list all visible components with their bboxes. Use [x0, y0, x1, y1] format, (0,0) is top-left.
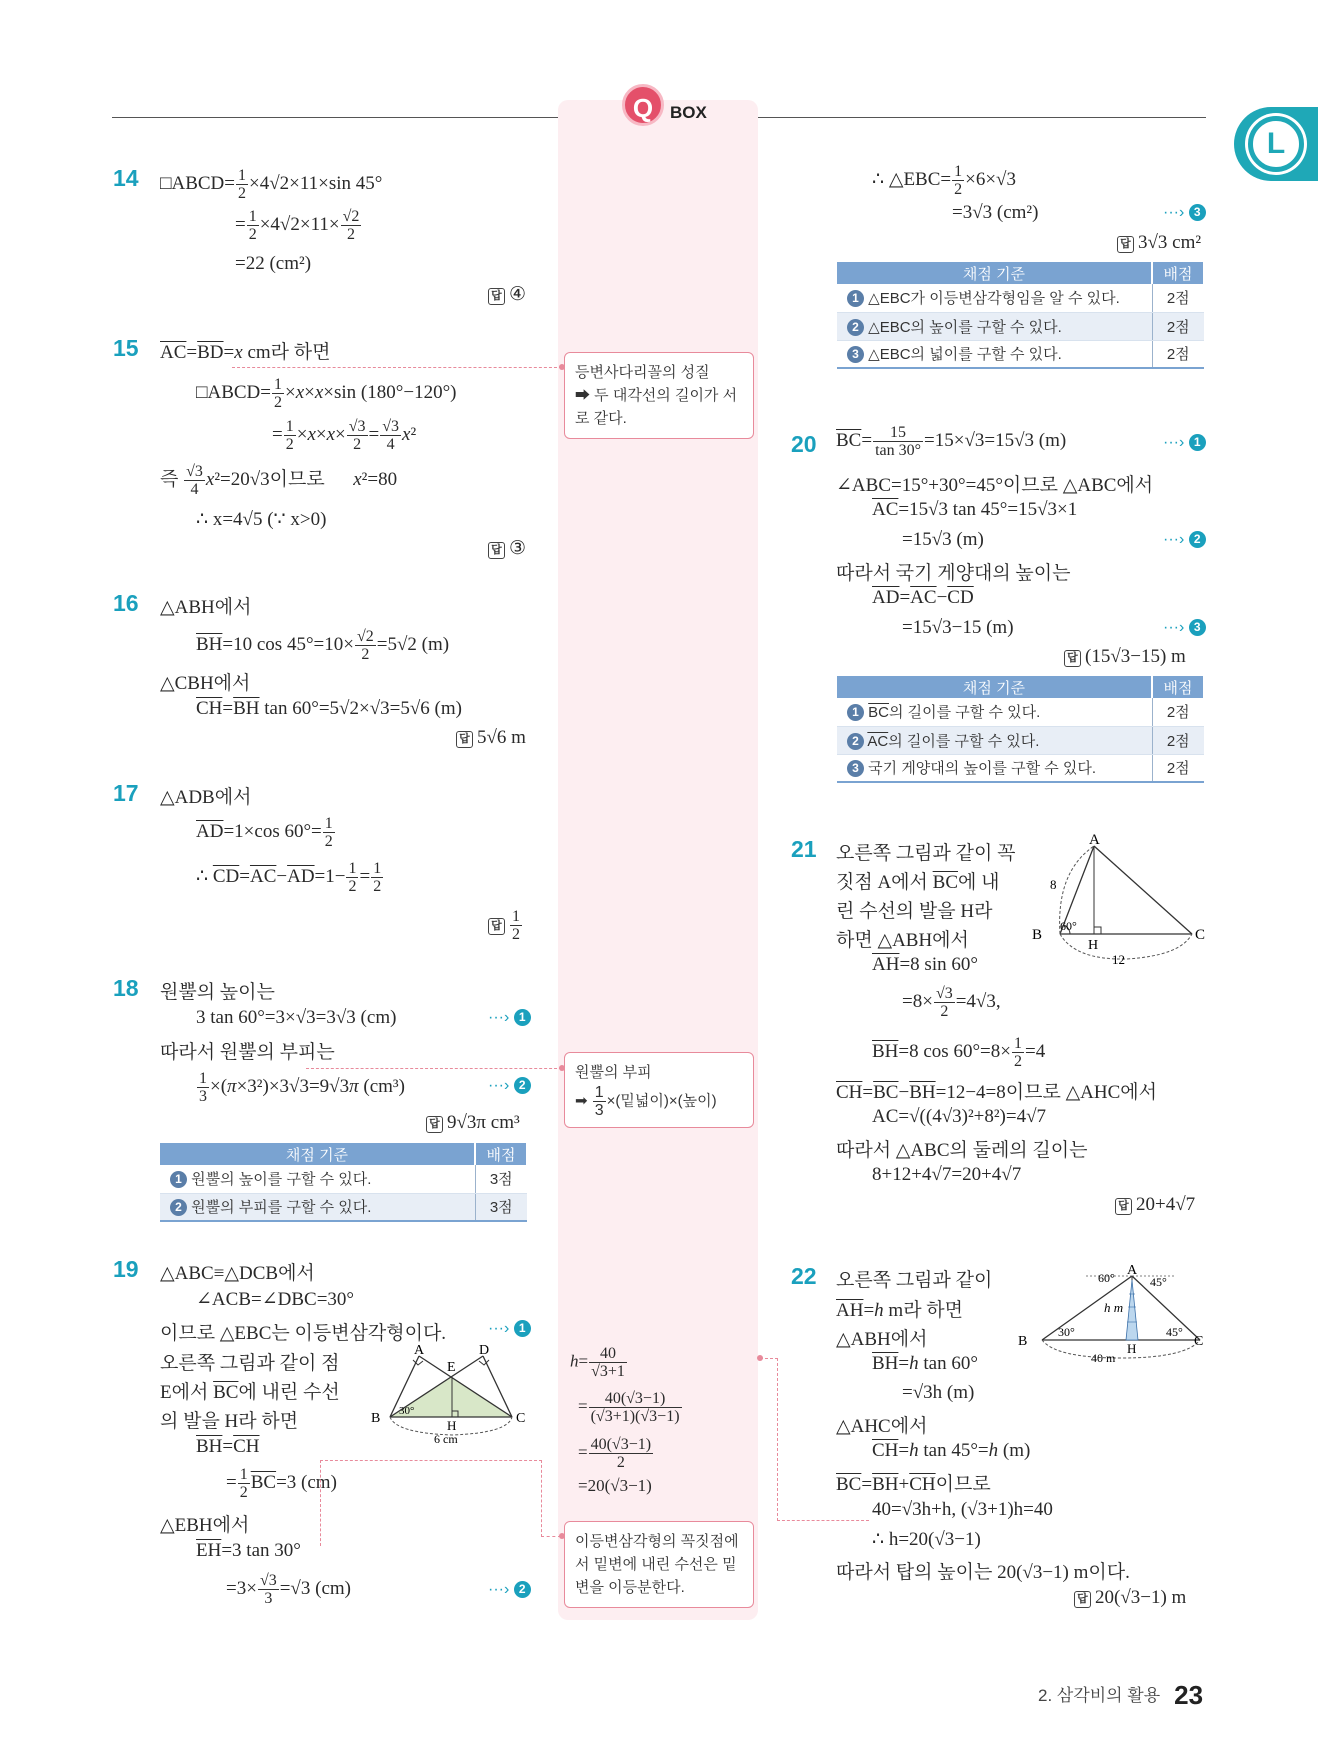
p17-line-2: $\overline{AD}=1\times\cos$ 60°= $\frac{1}{2}$ — [196, 815, 333, 850]
p19-line-7: $\overline{BH}=\overline{CH}$ — [196, 1436, 260, 1457]
p18-step-2: ···› 2 — [488, 1077, 531, 1095]
note3-leader-h1 — [320, 1460, 542, 1461]
p19-line-2: ∠ACB=∠DBC=30° — [196, 1289, 355, 1310]
p16-line-1: △ABH에서 — [160, 597, 252, 618]
answer-icon: 답 — [488, 918, 505, 935]
qbox-calc-2: = $\frac{40(√3-1)}{(√3+1)(√3-1)}$ — [578, 1390, 680, 1425]
p19-line-9: △EBH에서 — [160, 1515, 250, 1536]
p19-line-8: = $\frac{1}{2}$ $\overline{BC}=3$ (cm) — [226, 1466, 337, 1501]
p18-line-2: 3 tan 60°=3×√3=3√3 (cm) — [196, 1007, 397, 1028]
p19-answer: 답 3√3 cm² — [1117, 232, 1201, 254]
tower-icon — [1126, 1280, 1138, 1340]
problem-number-18: 18 — [113, 975, 139, 1001]
p22-fig-angle-45-bottom: 45° — [1166, 1325, 1183, 1339]
table-cell-criteria: 1 원뿔의 높이를 구할 수 있다. — [160, 1165, 475, 1193]
p19-fig-length: 6 cm — [434, 1432, 458, 1445]
answer-icon: 답 — [1074, 1591, 1091, 1608]
problem-number-16: 16 — [113, 590, 139, 616]
p16-line-3: △CBH에서 — [160, 673, 251, 694]
p22-fig-label-C: C — [1194, 1334, 1204, 1349]
p20-line-4: =15√3 (m) — [902, 529, 984, 550]
p21-line-10: 따라서 △ABC의 둘레의 길이는 — [836, 1140, 1088, 1161]
note-isosceles-property: 이등변삼각형의 꼭짓점에서 밑변에 내린 수선은 밑변을 이등분한다. — [564, 1521, 754, 1608]
note1-body: ➡ 두 대각선의 길이가 서로 같다. — [575, 387, 738, 427]
p22-line-2: $\overline{AH}=h$ m라 하면 — [836, 1300, 964, 1321]
p20-line-2: ∠ABC=15°+30°=45°이므로 △ABC에서 — [836, 475, 1154, 496]
p22-figure — [1016, 1262, 1210, 1362]
table-cell-points: 3점 — [475, 1165, 527, 1193]
p22-line-3: △ABH에서 — [836, 1329, 928, 1350]
table-head-points: 배점 — [475, 1143, 527, 1165]
p21-line-5: $\overline{AH}=8$ sin 60° — [872, 954, 978, 975]
p21-answer: 답 20+4√7 — [1115, 1194, 1195, 1216]
problem-number-21: 21 — [791, 836, 817, 862]
p19-fig-label-H: H — [447, 1418, 457, 1433]
p22-fig-angle-45-top: 45° — [1150, 1275, 1167, 1289]
p17-answer: 답 $\frac{1}{2}$ — [488, 908, 523, 943]
p19-cont-2: =3√3 (cm²) — [952, 202, 1039, 223]
note-cone-volume — [564, 1052, 754, 1128]
qbox-label: BOX — [670, 103, 707, 122]
qbox-calc-1: h= $\frac{40}{√3+1}$ — [570, 1345, 625, 1380]
p22-line-6: △AHC에서 — [836, 1416, 928, 1437]
p22-line-9: 40=√3h+h, (√3+1)h=40 — [872, 1499, 1053, 1520]
note1-title: 등변사다리꼴의 성질 — [575, 364, 710, 381]
p17-line-3: ∴ $\overline{CD}=\overline{AC}-\overline{AD}=1-$ $\frac{1}{2}$ = $\frac{1}{2}$ — [196, 860, 382, 895]
p21-fig-label-H: H — [1088, 938, 1099, 953]
p21-line-8: $\overline{CH}=\overline{BC}-\overline{BH}=12-4=8$이므로 △AHC에서 — [836, 1082, 1158, 1103]
chapter-tab — [1234, 107, 1318, 181]
header-rule-left — [112, 117, 558, 118]
p15-line-4: 즉 $\frac{√3}{4}$ x²=20√3이므로 x²=80 — [160, 463, 398, 498]
qbox-calc-4: =20(√3−1) — [578, 1476, 652, 1495]
p22-fig-label-A: A — [1127, 1263, 1138, 1278]
p17-line-1: △ADB에서 — [160, 787, 252, 808]
p19-fig-label-C: C — [516, 1411, 526, 1426]
answer-icon: 답 — [426, 1116, 443, 1133]
p18-line-4: $\frac{1}{3}$ ×(π×3²)×3√3=9√3π (cm³) — [199, 1070, 405, 1105]
table-cell-points: 2점 — [1152, 726, 1204, 754]
table-cell-criteria: 2 원뿔의 부피를 구할 수 있다. — [160, 1193, 475, 1221]
p19-figure — [366, 1345, 526, 1445]
p22-line-7: $\overline{CH}=h$ tan 45°=h (m) — [872, 1440, 1031, 1461]
p22-line-1: 오른쪽 그림과 같이 — [836, 1270, 993, 1291]
p19-line-3: 이므로 △EBC는 이등변삼각형이다. — [160, 1323, 447, 1344]
p18-line-1: 원뿔의 높이는 — [160, 982, 275, 1003]
answer-icon: 답 — [1115, 1198, 1132, 1215]
p21-line-6: =8× $\frac{√3}{2}$ =4√3, — [902, 985, 1001, 1020]
p22-fig-label-H: H — [1127, 1341, 1137, 1356]
p19-fig-label-E: E — [447, 1360, 456, 1375]
p14-answer: 답 ④ — [488, 283, 526, 306]
p15-answer: 답 ③ — [488, 537, 526, 560]
table-cell-points: 2점 — [1152, 698, 1204, 726]
p22-fig-h: h m — [1104, 1300, 1124, 1315]
table-cell-points: 2점 — [1152, 284, 1204, 312]
p22-fig-length: 40 m — [1091, 1351, 1116, 1362]
table-head-criteria: 채점 기준 — [160, 1143, 475, 1165]
p21-line-11: 8+12+4√7=20+4√7 — [872, 1164, 1022, 1185]
answer-icon: 답 — [1064, 650, 1081, 667]
qbox-calc-leader-h2 — [777, 1520, 869, 1521]
p19-fig-angle: 30° — [399, 1405, 415, 1417]
note-trapezoid-property — [564, 352, 754, 439]
p21-fig-angle: 60° — [1060, 919, 1077, 933]
p19-fig-label-D: D — [479, 1345, 490, 1358]
p22-answer: 답 20(√3−1) m — [1074, 1587, 1186, 1609]
p19-fig-label-A: A — [414, 1345, 425, 1358]
p21-figure-drawing — [1030, 832, 1210, 967]
table-cell-points: 2점 — [1152, 340, 1204, 368]
note2-leader — [306, 1068, 562, 1069]
problem-number-22: 22 — [791, 1263, 817, 1289]
p15-line-1: $\overline{AC}=\overline{BD}=x$ cm라 하면 — [160, 342, 331, 363]
qbox-calc-leader-h — [760, 1358, 778, 1359]
p20-line-6: $\overline{AD}=\overline{AC}-\overline{CD}$ — [872, 587, 974, 608]
p20-step-3: ···› 3 — [1163, 619, 1206, 637]
p22-line-11: 따라서 탑의 높이는 20(√3−1) m이다. — [836, 1562, 1130, 1583]
p20-step-1: ···› 1 — [1163, 434, 1206, 452]
p20-step-2: ···› 2 — [1163, 531, 1206, 549]
table-cell-points: 2점 — [1152, 754, 1204, 782]
page-number: 23 — [1174, 1680, 1204, 1710]
p21-fig-label-B: B — [1032, 927, 1043, 943]
table-cell-points: 3점 — [475, 1193, 527, 1221]
p20-line-7: =15√3−15 (m) — [902, 617, 1014, 638]
p20-grading-table — [837, 676, 1205, 783]
p19-fig-label-B: B — [371, 1411, 381, 1426]
p22-fig-angle-60: 60° — [1098, 1271, 1115, 1285]
table-cell-points: 2점 — [1152, 312, 1204, 340]
p20-answer: 답 (15√3−15) m — [1064, 646, 1186, 668]
note1-leader — [232, 367, 562, 368]
chapter-tab-letter: L — [1248, 116, 1304, 172]
p21-fig-label-A: A — [1089, 832, 1100, 848]
qbox-calc-leader-v — [777, 1358, 778, 1521]
problem-number-17: 17 — [113, 780, 139, 806]
problem-number-15: 15 — [113, 335, 139, 361]
p19-line-6: 의 발을 H라 하면 — [160, 1411, 299, 1432]
p18-step-1: ···› 1 — [488, 1009, 531, 1027]
problem-number-14: 14 — [113, 165, 139, 191]
note2-body: ➡ $\frac{1}{3}$ ×(밑넓이)×(높이) — [575, 1084, 717, 1119]
p15-line-5: ∴ x=4√5 (∵ x>0) — [196, 509, 327, 530]
p20-line-3: $\overline{AC}=15√3$ tan 45°=15√3×1 — [872, 499, 1078, 520]
table-cell-criteria: 1 △EBC가 이등변삼각형임을 알 수 있다. — [837, 284, 1152, 312]
p19-cont-1: ∴ △EBC= $\frac{1}{2}$ ×6×√3 — [872, 163, 1016, 198]
p18-grading-table — [160, 1143, 528, 1222]
problem-number-19: 19 — [113, 1256, 139, 1282]
p18-line-3: 따라서 원뿔의 부피는 — [160, 1042, 335, 1063]
table-head-points: 배점 — [1152, 262, 1204, 284]
p15-line-3: = $\frac{1}{2}$ ×x×x× $\frac{√3}{2}$ = $\frac{√3}{4}$ x² — [272, 418, 417, 453]
p14-line-1: □ABCD= $\frac{1}{2}$ ×4√2×11×sin 45° — [160, 167, 383, 202]
p19-line-1: △ABC≡△DCB에서 — [160, 1263, 315, 1284]
note3-leader-v2 — [541, 1460, 542, 1537]
table-head-criteria: 채점 기준 — [837, 262, 1152, 284]
p20-line-1: $\overline{BC}=$ $\frac{15}{\tan 30^\circ}$ =15×√3=15√3 (m) — [836, 424, 1067, 459]
p16-line-4: $\overline{CH}=\overline{BH}$ tan 60°=5√2×√3=5√6 (m) — [196, 698, 462, 719]
p19-step-1: ···› 1 — [488, 1320, 531, 1338]
p22-line-5: =√3h (m) — [902, 1382, 975, 1403]
answer-icon: 답 — [488, 542, 505, 559]
page-footer — [1038, 1680, 1203, 1711]
p22-fig-angle-30: 30° — [1058, 1325, 1075, 1339]
table-cell-criteria: 1 $\overline{BC}$의 길이를 구할 수 있다. — [837, 698, 1152, 726]
p19-line-4: 오른쪽 그림과 같이 점 — [160, 1353, 340, 1374]
footer-chapter: 2. 삼각비의 활용 — [1038, 1686, 1161, 1705]
note3-leader-h2 — [541, 1536, 561, 1537]
header-rule-right — [758, 117, 1206, 118]
table-head-points: 배점 — [1152, 676, 1204, 698]
table-cell-criteria: 3 △EBC의 넓이를 구할 수 있다. — [837, 340, 1152, 368]
p19-grading-table — [837, 262, 1205, 369]
answer-icon: 답 — [488, 288, 505, 305]
p19-line-10: $\overline{EH}=3$ tan 30° — [196, 1540, 301, 1561]
p21-fig-side: 8 — [1050, 877, 1057, 892]
table-cell-criteria: 3 국기 게양대의 높이를 구할 수 있다. — [837, 754, 1152, 782]
table-cell-criteria: 2 $\overline{AC}$의 길이를 구할 수 있다. — [837, 726, 1152, 754]
p21-line-4: 하면 △ABH에서 — [836, 930, 969, 951]
p21-line-1: 오른쪽 그림과 같이 꼭 — [836, 843, 1016, 864]
qbox-calc-3: = $\frac{40(√3-1)}{2}$ — [578, 1436, 652, 1471]
p19-line-5: E에서 $\overline{BC}$에 내린 수선 — [160, 1382, 340, 1403]
p22-fig-label-B: B — [1018, 1334, 1028, 1349]
p21-line-3: 린 수선의 발을 H라 — [836, 901, 993, 922]
p21-line-7: $\overline{BH}=8$ cos 60°=8× $\frac{1}{2}$ =4 — [872, 1035, 1046, 1070]
answer-icon: 답 — [1117, 236, 1134, 253]
p19-step-3: ···› 3 — [1163, 204, 1206, 222]
p16-line-2: $\overline{BH}=10$ cos 45°=10× $\frac{√2}{2}$ =5√2 (m) — [196, 628, 450, 663]
p14-line-3: =22 (cm²) — [235, 253, 312, 274]
p21-line-9: AC=√((4√3)²+8²)=4√7 — [872, 1106, 1047, 1127]
p21-fig-label-C: C — [1195, 927, 1206, 943]
table-cell-criteria: 2 △EBC의 높이를 구할 수 있다. — [837, 312, 1152, 340]
answer-icon: 답 — [456, 731, 473, 748]
p22-line-4: $\overline{BH}=h$ tan 60° — [872, 1353, 978, 1374]
p14-line-2: = $\frac{1}{2}$ ×4√2×11× $\frac{√2}{2}$ — [235, 208, 360, 243]
table-head-criteria: 채점 기준 — [837, 676, 1152, 698]
problem-number-20: 20 — [791, 431, 817, 457]
p19-line-11: =3× $\frac{√3}{3}$ =√3 (cm) — [226, 1572, 351, 1607]
p16-answer: 답 5√6 m — [456, 727, 526, 749]
p20-line-5: 따라서 국기 게양대의 높이는 — [836, 563, 1071, 584]
p19-step-2: ···› 2 — [488, 1581, 531, 1599]
note2-title: 원뿔의 부피 — [575, 1064, 652, 1081]
p15-line-2: □ABCD= $\frac{1}{2}$ ×x×x×sin (180°−120°) — [196, 376, 457, 411]
p22-line-8: $\overline{BC}=\overline{BH}+\overline{CH}$이므로 — [836, 1474, 991, 1495]
qbox-logo: Q — [622, 84, 664, 126]
p22-line-10: ∴ h=20(√3−1) — [872, 1529, 981, 1550]
p18-answer: 답 9√3π cm³ — [426, 1112, 520, 1134]
p21-fig-base: 12 — [1112, 952, 1125, 967]
p21-line-2: 짓점 A에서 $\overline{BC}$에 내 — [836, 872, 1000, 893]
note3-leader-v — [320, 1460, 321, 1546]
